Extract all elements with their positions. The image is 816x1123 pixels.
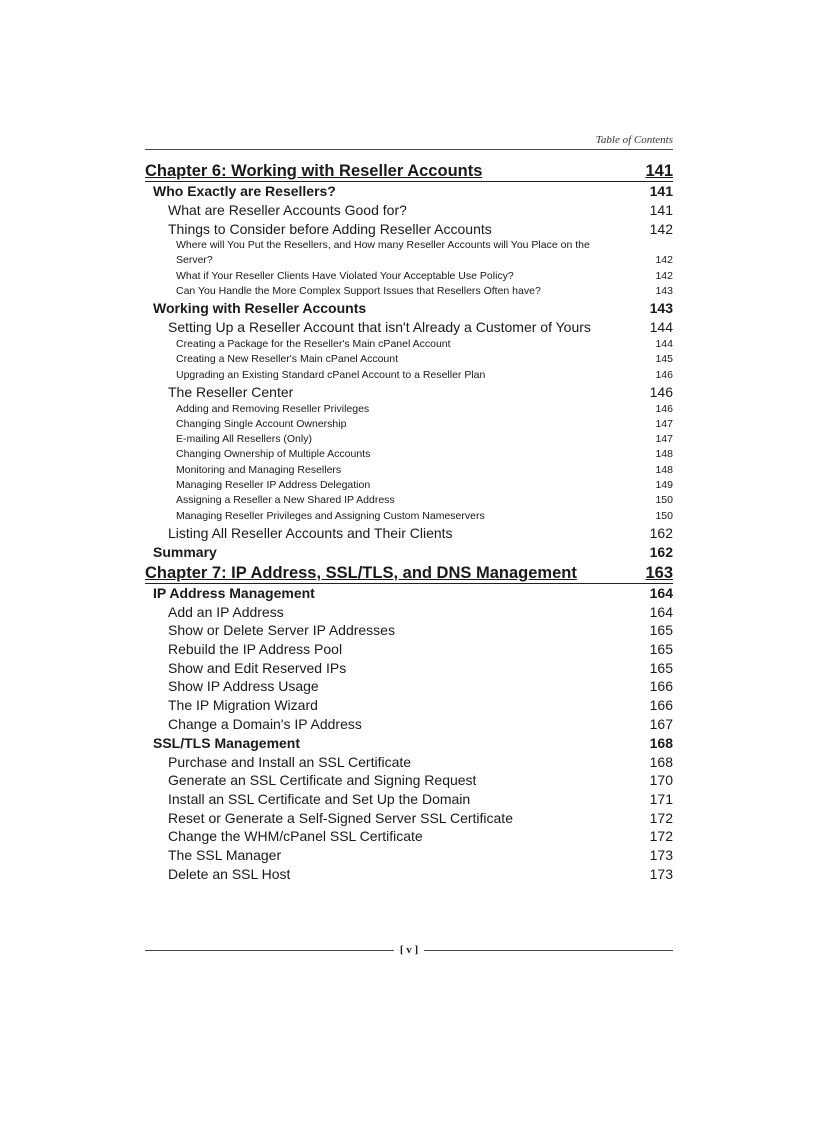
toc-subsection[interactable] [145,790,673,809]
toc-section-title: Summary [153,543,217,560]
toc-subsection[interactable] [145,621,673,640]
toc-subsection-page: 170 [649,772,673,789]
toc-entry-line2-page: 142 [655,254,673,267]
toc-subsection-title: Show IP Address Usage [168,678,319,695]
toc-subsection[interactable] [145,640,673,659]
toc-subsection[interactable] [145,771,673,790]
toc-subsection-title: Install an SSL Certificate and Set Up the Domain [168,791,471,807]
toc-subsection-title: Listing All Reseller Accounts and Their Clients [168,524,453,541]
toc-entry-title: Creating a New Reseller's Main cPanel Account [176,353,399,366]
table-of-contents [145,162,673,884]
toc-entry-title: Changing Ownership of Multiple Accounts [176,448,371,461]
toc-section-page: 164 [649,584,673,601]
toc-subsection-title: The SSL Manager [168,847,282,864]
toc-entry[interactable] [145,432,673,447]
toc-subsection-title: Add an IP Address [168,603,284,620]
toc-entry[interactable] [145,402,673,417]
toc-subsection[interactable] [145,846,673,865]
running-head: Table of Contents [145,134,673,150]
toc-subsection-title: Generate an SSL Certificate and Signing Request [168,772,477,789]
toc-subsection-title: Change a Domain's IP Address [168,715,362,732]
page-footer [145,944,673,956]
toc-subsection-title: Change the WHM/cPanel SSL Certificate [168,828,423,845]
toc-entry[interactable] [145,447,673,462]
toc-subsection-title: The IP Migration Wizard [168,697,318,714]
toc-subsection-page: 166 [649,678,673,695]
toc-chapter[interactable] [145,162,673,182]
toc-entry-title: Creating a Package for the Reseller's Main cPanel Account [176,338,451,350]
toc-section[interactable] [145,734,673,753]
toc-entry-title: Managing Reseller IP Address Delegation [176,479,371,492]
toc-entry-title: What if Your Reseller Clients Have Violated Your Acceptable Use Policy? [176,269,514,282]
toc-entry-page: 147 [655,433,673,446]
toc-subsection[interactable] [145,753,673,772]
toc-subsection-page: 173 [649,847,673,864]
toc-entry-page: 147 [655,417,673,430]
toc-section-page: 162 [649,543,673,560]
toc-entry-page: 145 [655,353,673,366]
toc-entry[interactable] [145,493,673,508]
toc-subsection[interactable] [145,201,673,220]
toc-subsection-page: 165 [649,641,673,658]
toc-section-title: SSL/TLS Management [153,734,301,751]
toc-section-page: 141 [649,183,673,199]
toc-section[interactable] [145,543,673,562]
toc-entry-page: 148 [655,463,673,476]
toc-entry-page: 144 [655,338,673,350]
toc-chapter[interactable] [145,564,673,584]
toc-section[interactable] [145,182,673,201]
toc-subsection[interactable] [145,318,673,337]
page-number: [ v ] [399,944,419,956]
toc-entry-page: 150 [655,509,673,522]
toc-subsection[interactable] [145,827,673,846]
toc-subsection-page: 142 [649,220,673,237]
toc-entry-page: 148 [655,448,673,461]
toc-subsection-title: Rebuild the IP Address Pool [168,641,343,658]
toc-chapter-title: Chapter 6: Working with Reseller Accounts [145,162,483,180]
toc-subsection-title: What are Reseller Accounts Good for? [168,202,407,218]
toc-subsection[interactable] [145,677,673,696]
toc-entry-title: Monitoring and Managing Resellers [176,463,342,476]
toc-subsection-page: 164 [649,603,673,620]
toc-entry-title: Upgrading an Existing Standard cPanel Account to a Reseller Plan [176,368,486,381]
toc-section-page: 143 [649,300,673,317]
footer-rule-left [145,950,394,951]
toc-subsection[interactable] [145,696,673,715]
toc-section-title: Who Exactly are Resellers? [153,183,336,199]
toc-subsection[interactable] [145,603,673,622]
toc-entry-line2 [145,253,673,268]
toc-section[interactable] [145,584,673,603]
toc-entry[interactable] [145,337,673,352]
toc-subsection-title: Reset or Generate a Self-Signed Server SSL Certificate [168,809,513,826]
toc-subsection-page: 171 [649,791,673,807]
footer-rule-right [424,950,673,951]
toc-entry-page: 149 [655,479,673,492]
toc-subsection[interactable] [145,524,673,543]
toc-subsection-page: 146 [649,383,673,400]
toc-entry[interactable] [145,368,673,383]
toc-subsection-title: Delete an SSL Host [168,865,291,882]
toc-entry-wrapped[interactable] [145,238,673,268]
toc-subsection-title: Show or Delete Server IP Addresses [168,622,395,639]
toc-subsection-page: 144 [649,319,673,336]
toc-entry-page: 146 [655,368,673,381]
toc-subsection-page: 172 [649,809,673,826]
toc-entry-title: Assigning a Reseller a New Shared IP Address [176,494,395,507]
toc-subsection-title: Things to Consider before Adding Reseller Accounts [168,220,492,237]
toc-subsection[interactable] [145,383,673,402]
toc-entry-title: Changing Single Account Ownership [176,417,347,430]
toc-subsection-page: 166 [649,697,673,714]
toc-subsection-page: 172 [649,828,673,845]
toc-entry-line2-title: Server? [176,254,213,267]
toc-entry-title: Adding and Removing Reseller Privileges [176,402,370,415]
toc-subsection-page: 173 [649,865,673,882]
toc-subsection-page: 162 [649,524,673,541]
toc-subsection-title: The Reseller Center [168,383,294,400]
toc-subsection-page: 165 [649,622,673,639]
toc-chapter-title: Chapter 7: IP Address, SSL/TLS, and DNS Management [145,563,577,582]
toc-subsection[interactable] [145,809,673,828]
toc-entry-title: Can You Handle the More Complex Support Issues that Resellers Often have? [176,285,541,297]
toc-section-title: IP Address Management [153,584,315,601]
toc-chapter-page: 163 [645,563,673,582]
toc-section-page: 168 [649,734,673,751]
toc-subsection-page: 167 [649,715,673,732]
toc-entry[interactable] [145,463,673,478]
toc-subsection-page: 141 [649,202,673,218]
toc-subsection-page: 168 [649,753,673,770]
toc-subsection[interactable] [145,865,673,884]
toc-section-title: Working with Reseller Accounts [153,300,367,317]
toc-entry-page: 146 [655,402,673,415]
toc-entry[interactable] [145,509,673,524]
toc-entry-line1: Where will You Put the Resellers, and How many Reseller Accounts will You Place on the [176,239,590,252]
toc-subsection[interactable] [145,220,673,239]
toc-subsection-page: 165 [649,659,673,676]
toc-subsection[interactable] [145,715,673,734]
toc-entry-page: 143 [655,285,673,297]
toc-subsection-title: Purchase and Install an SSL Certificate [168,753,412,770]
toc-chapter-page: 141 [645,162,673,180]
toc-subsection-title: Show and Edit Reserved IPs [168,659,347,676]
toc-subsection[interactable] [145,659,673,678]
toc-entry[interactable] [145,269,673,284]
toc-section[interactable] [145,299,673,318]
toc-entry[interactable] [145,352,673,367]
toc-entry-page: 142 [655,269,673,282]
toc-subsection-title: Setting Up a Reseller Account that isn't Already a Customer of Yours [168,319,591,336]
toc-entry-page: 150 [655,494,673,507]
toc-entry[interactable] [145,417,673,432]
toc-entry[interactable] [145,284,673,299]
toc-entry-title: Managing Reseller Privileges and Assigning Custom Nameservers [176,509,485,522]
toc-entry[interactable] [145,478,673,493]
toc-page [145,134,673,884]
toc-entry-title: E-mailing All Resellers (Only) [176,433,312,446]
